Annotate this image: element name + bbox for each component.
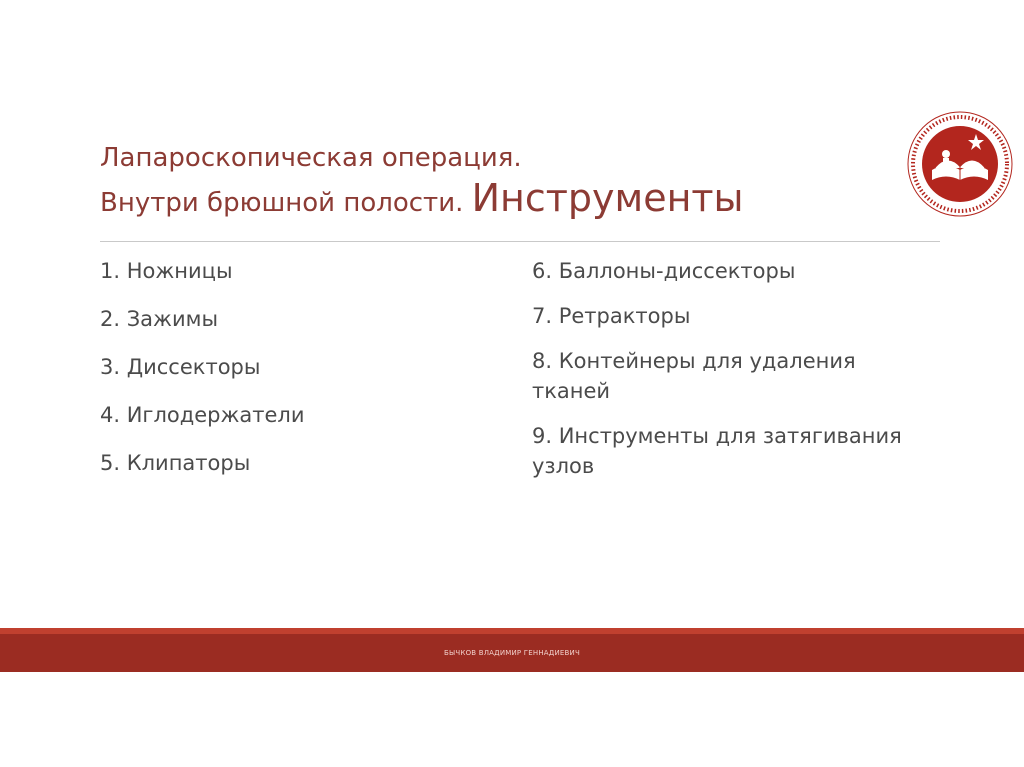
- list-item: 1. Ножницы: [100, 259, 233, 283]
- slide-title: [100, 143, 880, 221]
- list-item: 6. Баллоны-диссекторы: [532, 259, 796, 283]
- title-emphasis: Инструменты: [471, 175, 744, 220]
- list-item: 7. Ретракторы: [532, 304, 691, 328]
- title-line-2: Внутри брюшной полости.: [100, 187, 472, 218]
- title-line-1: Лапароскопическая операция.: [100, 143, 522, 173]
- list-item: 8. Контейнеры для удаления тканей: [532, 349, 856, 403]
- list-item: 2. Зажимы: [100, 307, 219, 331]
- instrument-list-right: [532, 256, 932, 496]
- list-item: 9. Инструменты для затягивания узлов: [532, 424, 902, 478]
- list-item: 5. Клипаторы: [100, 451, 251, 475]
- list-item: 3. Диссекторы: [100, 355, 261, 379]
- footer-band: [0, 634, 1024, 672]
- footer-author: БЫЧКОВ ВЛАДИМИР ГЕННАДИЕВИЧ: [444, 649, 580, 657]
- title-divider: [100, 241, 940, 242]
- book-emblem-icon: [906, 110, 1014, 218]
- list-item: 4. Иглодержатели: [100, 403, 305, 427]
- instrument-list-left: [100, 256, 480, 496]
